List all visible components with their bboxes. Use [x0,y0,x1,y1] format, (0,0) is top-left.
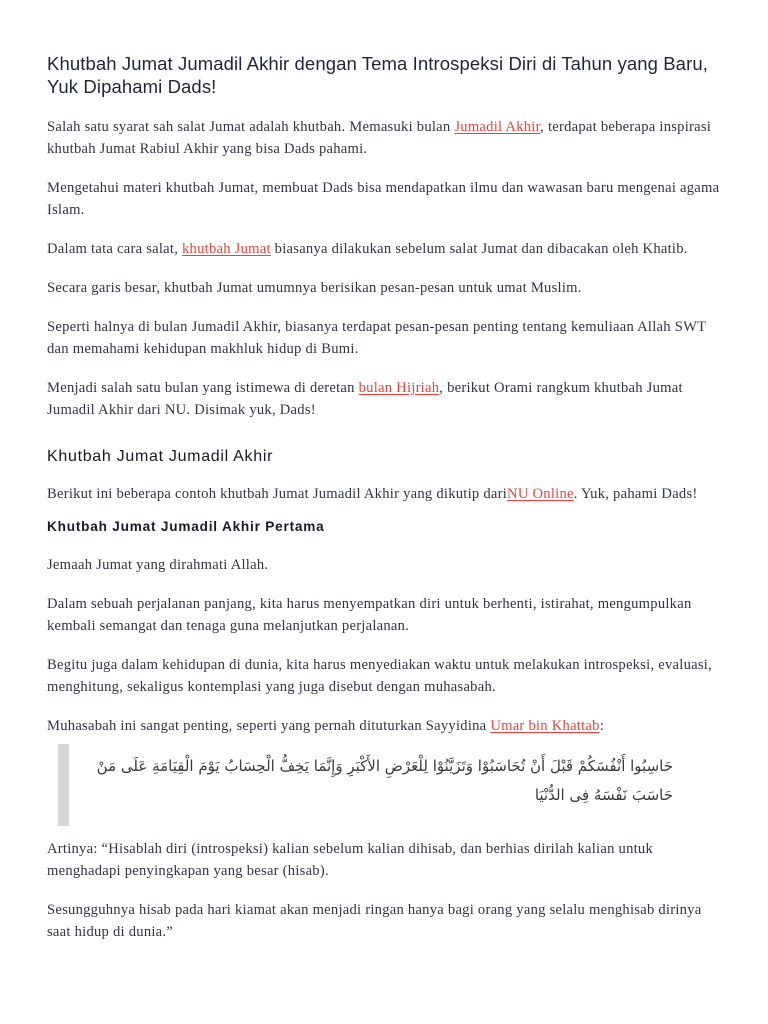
intro-paragraph-5: Seperti halnya di bulan Jumadil Akhir, biasanya terdapat pesan-pesan penting tentang kemuliaan Allah SWT dan memahami kehidupan makhluk hidup di Bumi. [47,319,706,357]
intro-paragraph-6 [47,377,727,421]
intro-paragraph-3 [47,238,727,260]
section-paragraph-6: Artinya: “Hisablah diri (introspeksi) kalian sebelum kalian dihisab, dan berhias dirilah kalian untuk menghadapi penyingkapan yang besar (hisab). [47,841,654,879]
section-paragraph-1-text-after: . Yuk, pahami Dads! [573,486,698,502]
section-paragraph-4: Begitu juga dalam kehidupan di dunia, kita harus menyediakan waktu untuk melakukan introspeksi, evaluasi, menghitung, sekaligus kontemplasi yang juga disebut dengan muhasabah. [47,657,712,695]
arabic-blockquote [58,744,727,820]
section-paragraph-5 [47,715,727,737]
intro-paragraph-1-text-after: , terdapat beberapa inspirasi khutbah Jumat Rabiul Akhir yang bisa Dads pahami. [47,119,712,157]
section-paragraph-2: Jemaah Jumat yang dirahmati Allah. [47,557,269,573]
section-heading: Khutbah Jumat Jumadil Akhir [47,448,274,465]
section-paragraph-7: Sesungguhnya hisab pada hari kiamat akan menjadi ringan hanya bagi orang yang selalu menghisab dirinya saat hidup di dunia.” [47,902,702,940]
link-bulan-hijriah[interactable]: bulan Hijriah [358,380,440,396]
section-subheading: Khutbah Jumat Jumadil Akhir Pertama [47,519,325,534]
intro-paragraph-6-text-after: , berikut Orami rangkum khutbah Jumat Jumadil Akhir dari NU. Disimak yuk, Dads! [47,380,683,418]
intro-paragraph-1-text-before: Salah satu syarat sah salat Jumat adalah khutbah. Memasuki bulan [47,119,455,135]
intro-paragraph-6-text-before: Menjadi salah satu bulan yang istimewa di deretan [47,380,359,396]
blockquote-bar [58,744,69,826]
intro-paragraph-2: Mengetahui materi khutbah Jumat, membuat Dads bisa mendapatkan ilmu dan wawasan baru mengenai agama Islam. [47,180,720,218]
article-title: Khutbah Jumat Jumadil Akhir dengan Tema Introspeksi Diri di Tahun yang Baru, Yuk Dipahami Dads! [47,53,708,97]
intro-paragraph-3-text-before: Dalam tata cara salat, [47,241,182,257]
section-paragraph-3: Dalam sebuah perjalanan panjang, kita harus menyempatkan diri untuk berhenti, istirahat, mengumpulkan kembali semangat dan tenaga guna melanjutkan perjalanan. [47,596,692,634]
section-paragraph-1 [47,483,727,505]
section-paragraph-5-text-after: : [599,718,604,734]
intro-paragraph-1 [47,116,727,160]
link-khutbah-jumat[interactable]: khutbah Jumat [182,241,271,257]
intro-paragraph-3-text-after: biasanya dilakukan sebelum salat Jumat dan dibacakan oleh Khatib. [270,241,688,257]
article [47,52,727,960]
link-umar-bin-khattab[interactable]: Umar bin Khattab [490,718,600,734]
section-paragraph-5-text-before: Muhasabah ini sangat penting, seperti yang pernah dituturkan Sayyidina [47,718,491,734]
arabic-quote-text: حَاسِبُوا أَنْفُسَكُمْ قَبْلَ أَنْ تُحَاسَبُوْا وَتَزَيَّنُوْا لِلْعَرْضِ الأَكْبَرِ وَإِنَّمَا يَخِفُّ الْحِسَابُ يَوْمَ الْقِيَامَةِ عَلَى مَنْ حَاسَبَ نَفْسَهُ فِى الدُّنْيَا [96,757,673,804]
link-jumadil-akhir[interactable]: Jumadil Akhir [454,119,541,135]
section-paragraph-1-text-before: Berikut ini beberapa contoh khutbah Jumat Jumadil Akhir yang dikutip dari [47,486,508,502]
intro-paragraph-4: Secara garis besar, khutbah Jumat umumnya berisikan pesan-pesan untuk umat Muslim. [47,280,582,296]
link-nu-online[interactable]: NU Online [507,486,574,502]
